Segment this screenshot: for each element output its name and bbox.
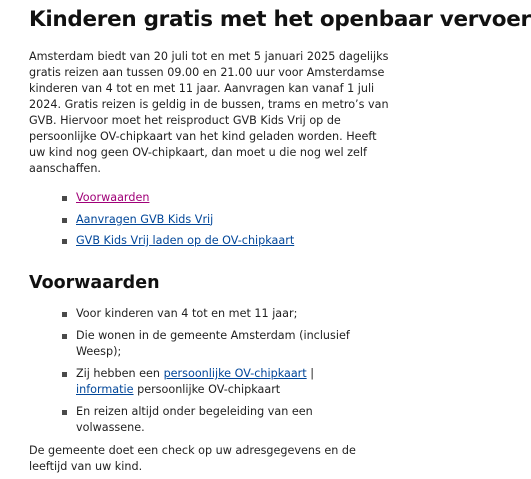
link-separator: | (306, 367, 314, 380)
list-item (62, 366, 362, 398)
link-voorwaarden[interactable]: Voorwaarden (76, 191, 150, 204)
square-bullet-icon (62, 410, 67, 415)
list-item (62, 404, 362, 436)
list-item (62, 233, 294, 255)
square-bullet-icon (62, 196, 67, 201)
square-bullet-icon (62, 218, 67, 223)
list-item (62, 190, 294, 212)
list-item (62, 328, 362, 360)
requirement-text: Zij hebben een (76, 367, 164, 380)
link-informatie[interactable]: informatie (76, 383, 134, 396)
requirement-text: persoonlijke OV-chipkaart (133, 383, 281, 396)
square-bullet-icon (62, 312, 67, 317)
intro-paragraph: Amsterdam biedt van 20 juli tot en met 5 januari 2025 dagelijks gratis reizen aan tussen 09.00 en 21.00 uur voor Amsterdamse kinderen van 4 tot en met 11 jaar. Aanvragen kan vanaf 1 juli 2024. Gratis reizen is geldig in de bussen, trams en metro’s van GVB. Hiervoor moet het reisproduct GVB Kids Vrij op de persoonlijke OV-chipkaart van het kind geladen worden. Heeft uw kind nog geen OV-chipkaart, dan moet u die nog wel zelf aanschaffen. (29, 50, 389, 175)
requirement-text: Die wonen in de gemeente Amsterdam (inclusief Weesp); (76, 329, 350, 358)
square-bullet-icon (62, 334, 67, 339)
list-item (62, 212, 294, 234)
requirements-list (62, 306, 362, 442)
anchor-link-list (62, 190, 294, 255)
list-item (62, 306, 362, 322)
link-aanvragen-gvb-kids-vrij[interactable]: Aanvragen GVB Kids Vrij (76, 212, 214, 226)
requirement-text: En reizen altijd onder begeleiding van een volwassene. (76, 405, 313, 434)
section-heading-voorwaarden: Voorwaarden (29, 273, 160, 293)
page-title: Kinderen gratis met het openbaar vervoer (29, 7, 531, 32)
requirement-text: Voor kinderen van 4 tot en met 11 jaar; (76, 307, 298, 320)
outro-paragraph: De gemeente doet een check op uw adresgegevens en de leeftijd van uw kind. (29, 444, 356, 473)
square-bullet-icon (62, 239, 67, 244)
link-persoonlijke-ov-chipkaart[interactable]: persoonlijke OV-chipkaart (163, 367, 307, 380)
square-bullet-icon (62, 372, 67, 377)
link-gvb-kids-vrij-laden[interactable]: GVB Kids Vrij laden op de OV-chipkaart (76, 234, 295, 247)
